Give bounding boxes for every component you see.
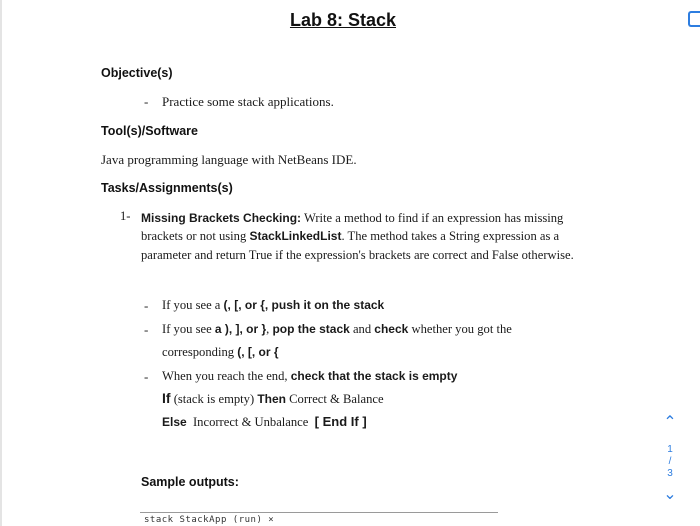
page-total: 3: [667, 468, 673, 479]
bullet-2-suffix: whether you got the: [408, 322, 512, 336]
bullet-1: [162, 298, 384, 313]
bullet-2-line-2: [162, 345, 279, 360]
bullet-dash-3: -: [144, 369, 149, 384]
bullet-2-prefix: If you see: [162, 322, 215, 336]
else-line: [162, 414, 367, 430]
bullet-dash-1: -: [144, 298, 149, 313]
page-indicator: [662, 444, 678, 480]
objective-heading: Objective(s): [101, 66, 173, 80]
task-description: [141, 209, 591, 264]
task-number: 1-: [120, 209, 131, 223]
if-condition: (stack is empty): [170, 392, 258, 406]
task-class-name: StackLinkedList: [249, 229, 342, 244]
window-corner-icon[interactable]: [688, 11, 700, 27]
end-if: [ End If ]: [314, 414, 367, 429]
tools-text: Java programming language with NetBeans IDE.: [101, 152, 357, 167]
else-text: Incorrect & Unbalance: [186, 415, 315, 429]
code-output-snippet: [140, 512, 498, 526]
page-title: Lab 8: Stack: [289, 10, 397, 30]
page-separator: /: [668, 456, 672, 467]
bullet-3: [162, 369, 457, 384]
if-keyword: If: [162, 390, 171, 406]
tasks-heading: Tasks/Assignments(s): [101, 181, 233, 195]
chevron-up-icon[interactable]: ⌃: [663, 414, 677, 431]
code-snippet-text: stack StackApp (run) ×: [144, 515, 275, 525]
objective-dash: -: [144, 94, 149, 109]
bullet-2-line2-bold: (, [, or {: [237, 345, 279, 359]
chevron-down-icon[interactable]: ⌄: [663, 486, 677, 503]
objective-item: Practice some stack applications.: [162, 94, 334, 109]
task-text-a: Write a method to find if an expression has missing brackets or not using: [141, 211, 564, 244]
bullet-1-bold: (, [, or {, push it on the stack: [223, 298, 385, 312]
then-keyword: Then: [257, 392, 286, 406]
task-text-b: . The method takes a String expression as a parameter and return True if the expression's brackets are correct and False otherwise.: [141, 229, 574, 262]
bullet-2-line2-prefix: corresponding: [162, 345, 238, 359]
bullet-2-mid: ,: [266, 322, 273, 336]
bullet-2-bold-1: a ), ], or }: [214, 322, 267, 336]
page-left-edge: [0, 0, 2, 526]
task-name: Missing Brackets Checking:: [141, 211, 302, 225]
then-text: Correct & Balance: [285, 392, 384, 406]
bullet-3-bold: check that the stack is empty: [290, 369, 458, 383]
if-line: [162, 390, 384, 407]
else-keyword: Else: [162, 415, 187, 429]
page-current: 1: [667, 444, 673, 455]
bullet-2-mid-2: and: [349, 322, 375, 336]
bullet-dash-2: -: [144, 322, 149, 337]
bullet-2-bold-3: check: [374, 322, 409, 336]
tools-heading: Tool(s)/Software: [101, 124, 198, 138]
bullet-1-prefix: If you see a: [162, 298, 224, 312]
bullet-2: [162, 322, 512, 337]
sample-outputs-heading: Sample outputs:: [141, 475, 239, 489]
bullet-2-bold-2: pop the stack: [272, 322, 350, 336]
bullet-3-prefix: When you reach the end,: [162, 369, 291, 383]
